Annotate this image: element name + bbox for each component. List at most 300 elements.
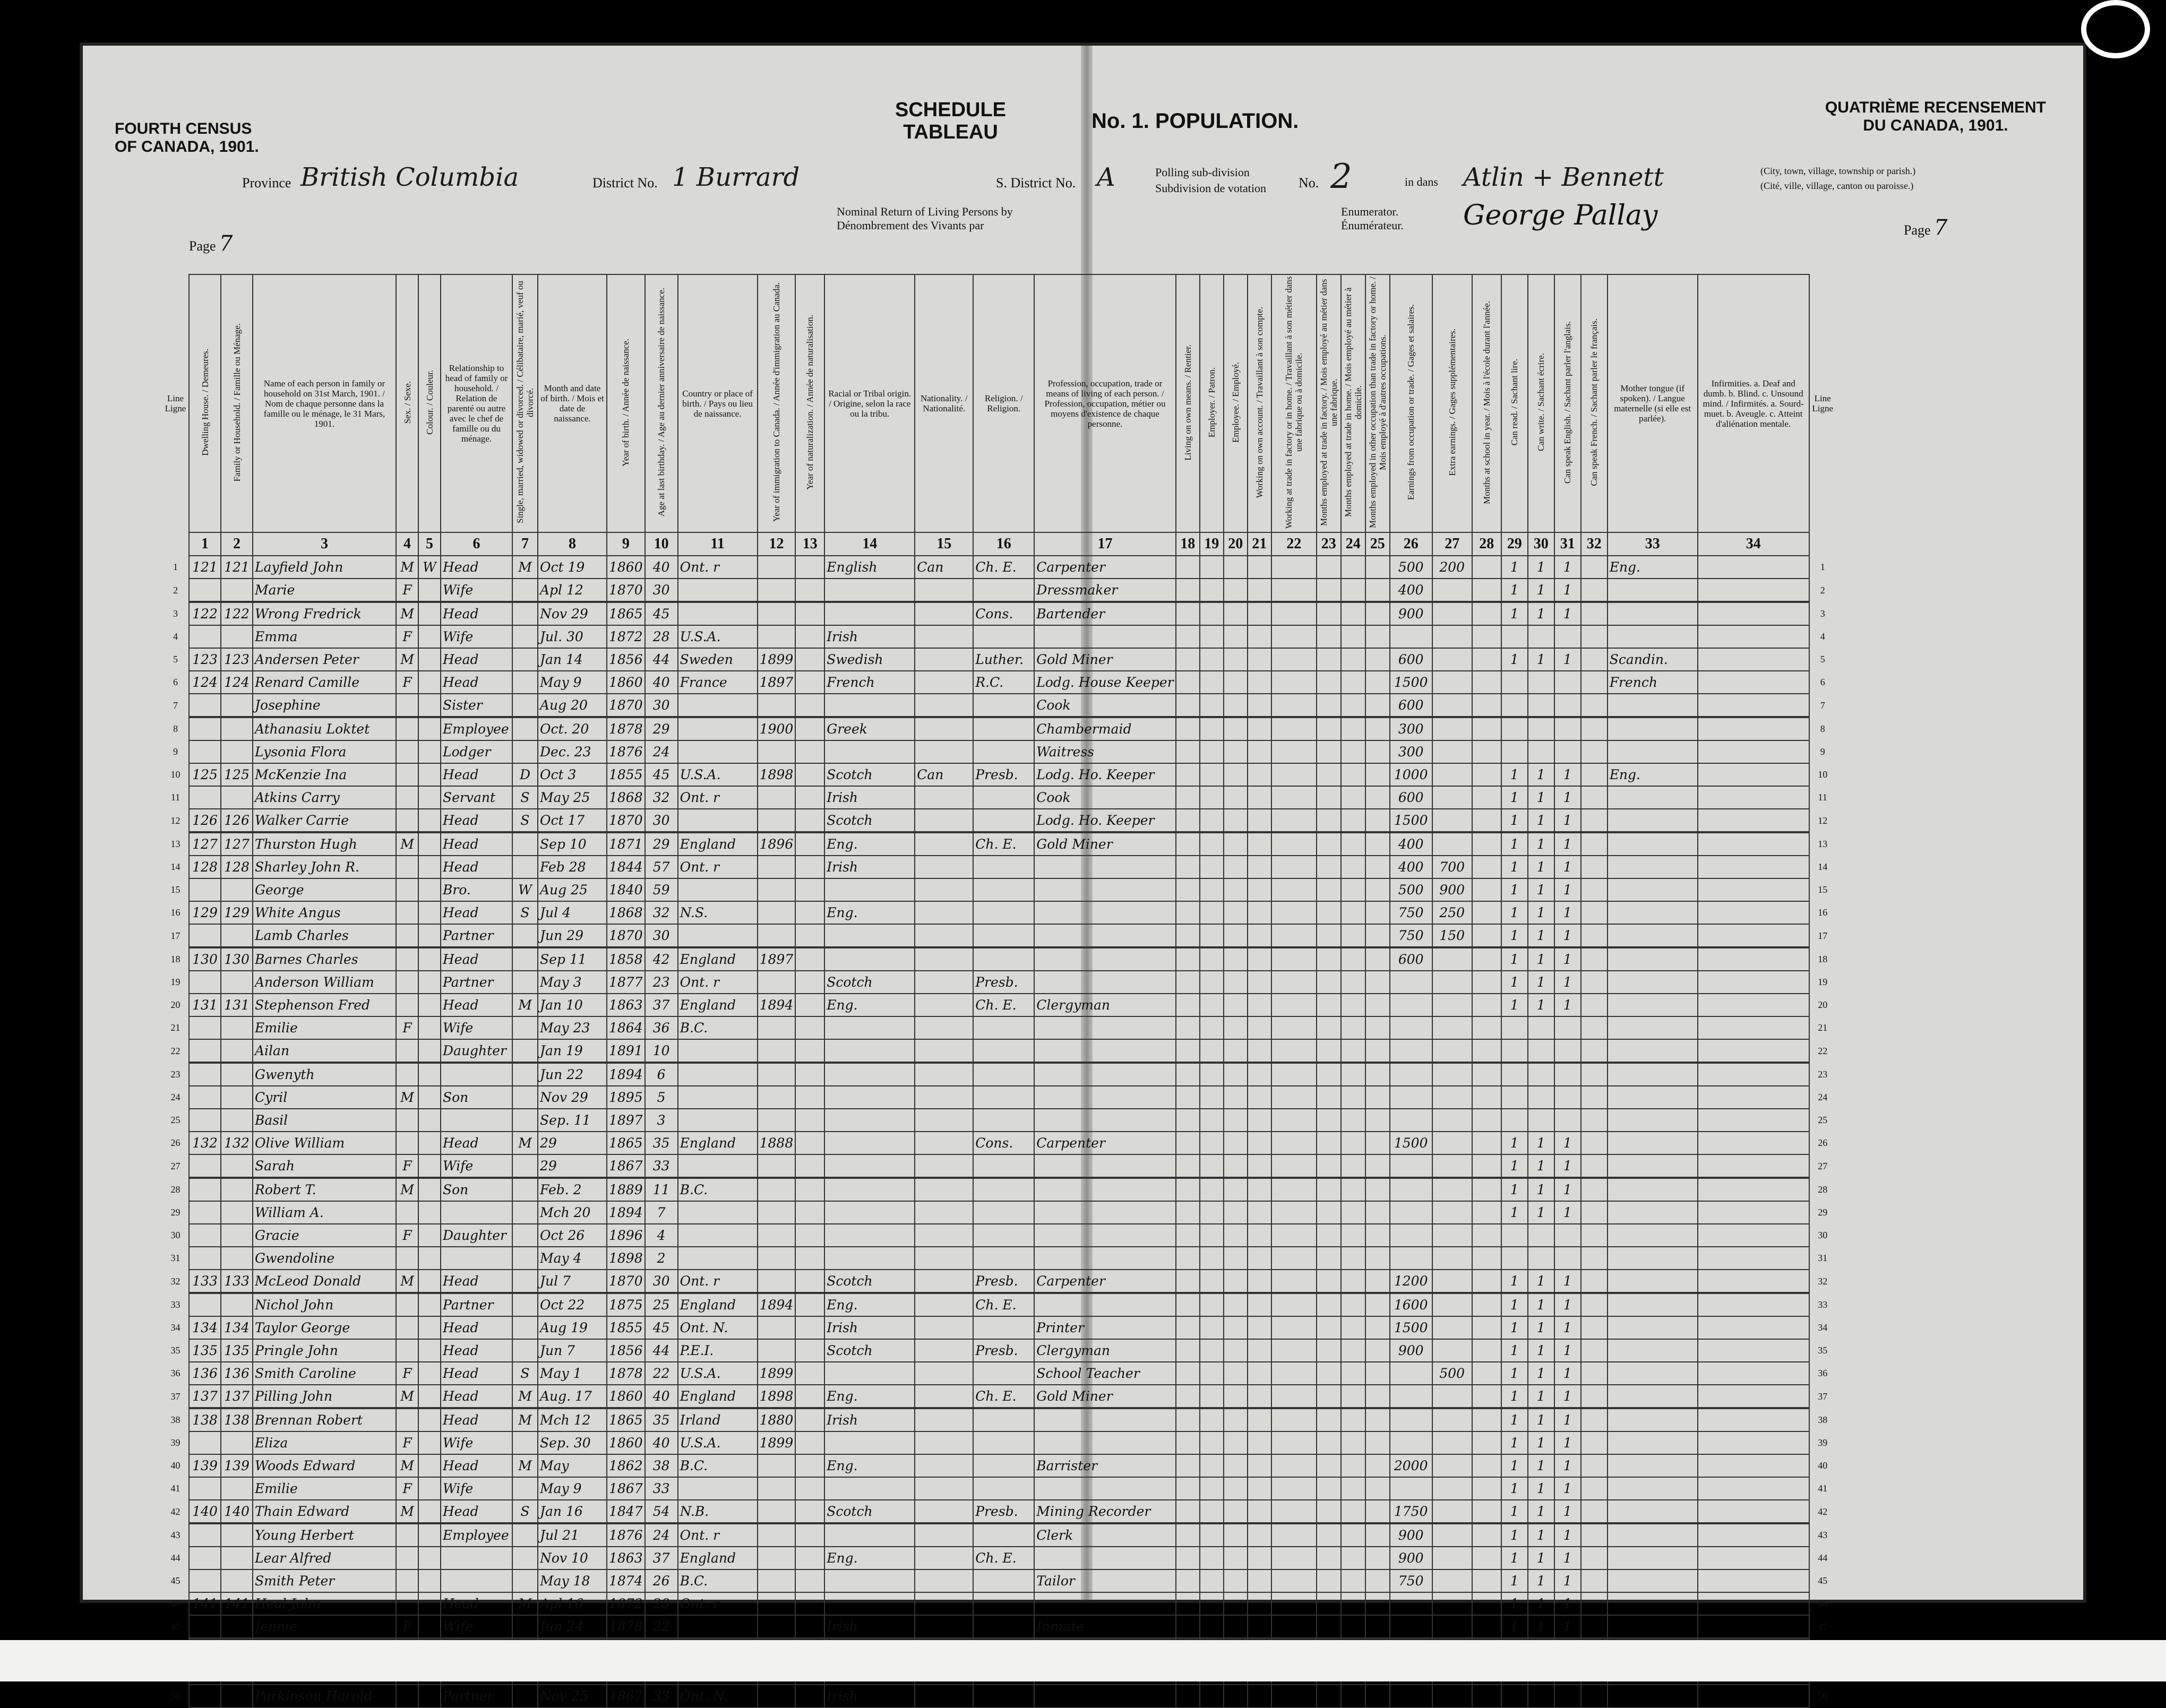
speak-french-cell xyxy=(1581,832,1608,856)
infirmities-cell xyxy=(1698,1500,1809,1523)
family-number: 122 xyxy=(221,602,253,625)
employer-cell xyxy=(1200,1477,1224,1500)
col23-header xyxy=(1317,274,1341,532)
infirmities-cell xyxy=(1698,1224,1809,1247)
sex-cell xyxy=(396,786,418,809)
mother-tongue-cell xyxy=(1608,1362,1698,1385)
occupation-cell: Chambermaid xyxy=(1034,717,1175,740)
speak-english-cell xyxy=(1554,1109,1581,1132)
infirmities-cell xyxy=(1698,1454,1809,1477)
extra-earnings-cell xyxy=(1432,1454,1472,1477)
months-home-cell xyxy=(1341,1408,1365,1431)
birth-date-cell: 29 xyxy=(538,1132,607,1154)
employee-cell xyxy=(1224,556,1248,579)
immigration-year-cell xyxy=(758,1547,796,1569)
religion-cell xyxy=(973,1109,1034,1132)
sex-cell: F xyxy=(396,1154,418,1178)
immigration-year-cell xyxy=(758,740,796,763)
age-cell: 45 xyxy=(645,602,678,625)
dwelling-number xyxy=(189,1178,221,1201)
birth-date-cell: Jul 4 xyxy=(538,901,607,924)
can-read-cell: 1 xyxy=(1501,1132,1528,1154)
mother-tongue-cell xyxy=(1608,1154,1698,1178)
factory-home-cell xyxy=(1271,1063,1317,1086)
birth-year-cell: 1891 xyxy=(607,1039,645,1063)
birth-year-cell: 1894 xyxy=(607,1063,645,1086)
earnings-cell: 2000 xyxy=(1390,1454,1432,1477)
birthplace-cell xyxy=(678,1109,758,1132)
naturalization-year-cell xyxy=(795,556,824,579)
naturalization-year-cell xyxy=(795,832,824,856)
occupation-cell: Clerk xyxy=(1034,1523,1175,1547)
colour-cell xyxy=(418,924,441,947)
column-number: 8 xyxy=(538,532,607,556)
age-cell: 29 xyxy=(645,717,678,740)
immigration-year-cell: 1897 xyxy=(758,671,796,694)
months-factory-cell xyxy=(1317,856,1341,878)
employee-cell xyxy=(1224,878,1248,901)
occupation-cell: Gold Miner xyxy=(1034,1385,1175,1408)
earnings-cell xyxy=(1390,1109,1432,1132)
colour-cell xyxy=(418,1362,441,1385)
colour-cell xyxy=(418,786,441,809)
occupation-cell xyxy=(1034,1154,1175,1178)
months-home-cell xyxy=(1341,1154,1365,1178)
can-read-cell: 1 xyxy=(1501,1523,1528,1547)
col26-header xyxy=(1390,274,1432,532)
line-number: 44 xyxy=(170,1552,180,1563)
col25-header-text: Months employed in other occupation than trade in factory or home. / Mois employé à d'autres occupations. xyxy=(1367,277,1388,528)
months-home-cell xyxy=(1341,694,1365,717)
sex-cell xyxy=(396,856,418,878)
months-factory-cell xyxy=(1317,1132,1341,1154)
marital-status-cell xyxy=(512,1154,538,1178)
months-home-cell xyxy=(1341,1132,1365,1154)
marital-status-cell: M xyxy=(512,556,538,579)
speak-french-cell xyxy=(1581,671,1608,694)
religion-cell xyxy=(973,1039,1034,1063)
own-means-cell xyxy=(1176,1039,1200,1063)
naturalization-year-cell xyxy=(795,1477,824,1500)
infirmities-cell xyxy=(1698,1316,1809,1339)
page-left-value: 7 xyxy=(219,231,233,256)
infirmities-cell xyxy=(1698,579,1809,602)
age-cell: 30 xyxy=(645,809,678,832)
birthplace-cell: England xyxy=(678,1132,758,1154)
can-read-cell: 1 xyxy=(1501,1547,1528,1569)
extra-earnings-cell xyxy=(1432,763,1472,786)
family-number xyxy=(221,1039,253,1063)
extra-earnings-cell xyxy=(1432,971,1472,994)
col30-header xyxy=(1528,274,1554,532)
birthplace-cell: Sweden xyxy=(678,648,758,671)
person-name: Emma xyxy=(253,625,396,648)
can-write-cell: 1 xyxy=(1528,1615,1554,1638)
speak-english-cell: 1 xyxy=(1554,1270,1581,1293)
table-row xyxy=(162,763,1836,786)
factory-home-cell xyxy=(1271,1339,1317,1362)
dwelling-number: 128 xyxy=(189,856,221,878)
dwelling-number: 125 xyxy=(189,763,221,786)
months-home-cell xyxy=(1341,717,1365,740)
occupation-cell xyxy=(1034,856,1175,878)
colnum-blank-left xyxy=(162,532,189,556)
factory-home-cell xyxy=(1271,1431,1317,1454)
birth-date-cell: Sep 10 xyxy=(538,832,607,856)
relationship-cell: Head xyxy=(441,1500,512,1523)
line-number-right: 33 xyxy=(1818,1299,1828,1310)
column-number: 26 xyxy=(1390,532,1432,556)
speak-french-cell xyxy=(1581,1685,1608,1707)
months-home-cell xyxy=(1341,579,1365,602)
months-home-cell xyxy=(1341,1178,1365,1201)
extra-earnings-cell xyxy=(1432,1063,1472,1086)
own-means-cell xyxy=(1176,1224,1200,1247)
nationality-cell xyxy=(915,1477,973,1500)
birth-year-cell: 1889 xyxy=(607,1178,645,1201)
age-cell: 38 xyxy=(645,1454,678,1477)
census-table xyxy=(162,274,1836,1708)
months-factory-cell xyxy=(1317,1431,1341,1454)
earnings-cell: 600 xyxy=(1390,648,1432,671)
naturalization-year-cell xyxy=(795,1201,824,1224)
religion-cell xyxy=(973,694,1034,717)
line-number: 36 xyxy=(170,1368,180,1378)
employee-cell xyxy=(1224,625,1248,648)
can-read-cell: 1 xyxy=(1501,556,1528,579)
line-number-right: 22 xyxy=(1818,1045,1828,1056)
colour-cell xyxy=(418,971,441,994)
birth-year-cell: 1876 xyxy=(607,1523,645,1547)
marital-status-cell xyxy=(512,1016,538,1039)
occupation-cell xyxy=(1034,947,1175,971)
extra-earnings-cell xyxy=(1432,1592,1472,1615)
months-school-cell xyxy=(1472,1224,1501,1247)
months-school-cell xyxy=(1472,602,1501,625)
months-other-cell xyxy=(1365,1685,1390,1707)
earnings-cell: 400 xyxy=(1390,832,1432,856)
mother-tongue-cell xyxy=(1608,901,1698,924)
employer-cell xyxy=(1200,856,1224,878)
person-name: Josephine xyxy=(253,694,396,717)
employer-cell xyxy=(1200,1500,1224,1523)
origin-cell: Eng. xyxy=(824,1454,915,1477)
naturalization-year-cell xyxy=(795,994,824,1016)
own-account-cell xyxy=(1248,1039,1271,1063)
birthplace-cell xyxy=(678,1086,758,1109)
line-number-right: 13 xyxy=(1818,838,1828,849)
earnings-cell xyxy=(1390,1224,1432,1247)
birth-year-cell: 1870 xyxy=(607,579,645,602)
naturalization-year-cell xyxy=(795,579,824,602)
employer-cell xyxy=(1200,717,1224,740)
months-home-cell xyxy=(1341,1523,1365,1547)
can-read-cell xyxy=(1501,1063,1528,1086)
mother-tongue-cell xyxy=(1608,694,1698,717)
earnings-cell xyxy=(1390,625,1432,648)
relationship-cell: Wife xyxy=(441,1431,512,1454)
months-factory-cell xyxy=(1317,1224,1341,1247)
speak-english-cell: 1 xyxy=(1554,786,1581,809)
table-row xyxy=(162,1454,1836,1477)
line-number-right: 26 xyxy=(1818,1137,1828,1148)
colour-cell xyxy=(418,1109,441,1132)
marital-status-cell: D xyxy=(512,763,538,786)
occupation-cell xyxy=(1034,1247,1175,1270)
factory-home-cell xyxy=(1271,786,1317,809)
mother-tongue-cell xyxy=(1608,971,1698,994)
factory-home-cell xyxy=(1271,1592,1317,1615)
own-account-cell xyxy=(1248,717,1271,740)
immigration-year-cell xyxy=(758,1178,796,1201)
can-read-cell: 1 xyxy=(1501,1201,1528,1224)
dwelling-number: 129 xyxy=(189,901,221,924)
relationship-cell: Head xyxy=(441,947,512,971)
family-number xyxy=(221,1547,253,1569)
occupation-cell xyxy=(1034,1477,1175,1500)
own-means-cell xyxy=(1176,1016,1200,1039)
extra-earnings-cell xyxy=(1432,994,1472,1016)
age-cell: 40 xyxy=(645,1431,678,1454)
column-number: 1 xyxy=(189,532,221,556)
employer-cell xyxy=(1200,971,1224,994)
speak-french-cell xyxy=(1581,1039,1608,1063)
occupation-cell xyxy=(1034,1293,1175,1316)
occupation-cell xyxy=(1034,971,1175,994)
colour-cell xyxy=(418,1477,441,1500)
family-number xyxy=(221,1063,253,1086)
employee-cell xyxy=(1224,602,1248,625)
col15-header: Nationality. / Nationalité. xyxy=(915,274,973,532)
can-write-cell xyxy=(1528,1109,1554,1132)
can-write-cell: 1 xyxy=(1528,1316,1554,1339)
family-number: 127 xyxy=(221,832,253,856)
table-row xyxy=(162,671,1836,694)
relationship-cell: Daughter xyxy=(441,1039,512,1063)
speak-french-cell xyxy=(1581,1086,1608,1109)
col18-header xyxy=(1176,274,1200,532)
extra-earnings-cell xyxy=(1432,579,1472,602)
col16-header: Religion. / Religion. xyxy=(973,274,1034,532)
months-other-cell xyxy=(1365,1316,1390,1339)
months-factory-cell xyxy=(1317,1547,1341,1569)
dwelling-number xyxy=(189,1039,221,1063)
naturalization-year-cell xyxy=(795,625,824,648)
age-cell: 35 xyxy=(645,1408,678,1431)
months-school-cell xyxy=(1472,901,1501,924)
months-other-cell xyxy=(1365,1109,1390,1132)
factory-home-cell xyxy=(1271,1385,1317,1408)
dwelling-number: 131 xyxy=(189,994,221,1016)
speak-french-cell xyxy=(1581,809,1608,832)
colour-cell xyxy=(418,809,441,832)
column-number: 23 xyxy=(1317,532,1341,556)
birth-date-cell: Oct 17 xyxy=(538,809,607,832)
months-home-cell xyxy=(1341,994,1365,1016)
origin-cell xyxy=(824,1247,915,1270)
can-read-cell: 1 xyxy=(1501,1592,1528,1615)
age-cell: 44 xyxy=(645,1339,678,1362)
can-write-cell xyxy=(1528,1016,1554,1039)
birth-year-cell: 1898 xyxy=(607,1247,645,1270)
can-read-cell: 1 xyxy=(1501,1569,1528,1592)
col32-header-text: Can speak French. / Sachant parler le français. xyxy=(1589,318,1600,486)
relationship-cell: Head xyxy=(441,556,512,579)
dwelling-number: 136 xyxy=(189,1362,221,1385)
can-write-cell xyxy=(1528,1224,1554,1247)
mother-tongue-cell xyxy=(1608,1615,1698,1638)
speak-english-cell: 1 xyxy=(1554,1547,1581,1569)
months-school-cell xyxy=(1472,1454,1501,1477)
occupation-cell: Dressmaker xyxy=(1034,579,1175,602)
own-account-cell xyxy=(1248,1178,1271,1201)
colour-cell xyxy=(418,947,441,971)
employer-cell xyxy=(1200,1615,1224,1638)
earnings-cell xyxy=(1390,1431,1432,1454)
months-home-cell xyxy=(1341,786,1365,809)
naturalization-year-cell xyxy=(795,717,824,740)
factory-home-cell xyxy=(1271,1201,1317,1224)
marital-status-cell: M xyxy=(512,1408,538,1431)
nationality-cell xyxy=(915,1362,973,1385)
marital-status-cell xyxy=(512,1339,538,1362)
months-factory-cell xyxy=(1317,1270,1341,1293)
table-row xyxy=(162,856,1836,878)
dwelling-number xyxy=(189,1615,221,1638)
birth-date-cell: Aug 20 xyxy=(538,694,607,717)
speak-french-cell xyxy=(1581,1454,1608,1477)
infirmities-cell xyxy=(1698,924,1809,947)
title-left-line2: OF CANADA, 1901. xyxy=(115,138,259,156)
factory-home-cell xyxy=(1271,556,1317,579)
colnum-blank-right xyxy=(1809,532,1836,556)
speak-english-cell: 1 xyxy=(1554,1615,1581,1638)
can-write-cell: 1 xyxy=(1528,971,1554,994)
mother-tongue-cell xyxy=(1608,1316,1698,1339)
sex-cell: F xyxy=(396,579,418,602)
mother-tongue-cell xyxy=(1608,878,1698,901)
colour-cell xyxy=(418,1016,441,1039)
sex-cell xyxy=(396,1339,418,1362)
can-write-cell: 1 xyxy=(1528,1431,1554,1454)
months-factory-cell xyxy=(1317,671,1341,694)
colour-cell xyxy=(418,1086,441,1109)
tableau-label: TABLEAU xyxy=(903,121,998,143)
age-cell: 22 xyxy=(645,1362,678,1385)
occupation-cell: School Teacher xyxy=(1034,1362,1175,1385)
birthplace-cell: France xyxy=(678,671,758,694)
district-label: District No. xyxy=(592,175,658,191)
religion-cell: Cons. xyxy=(973,602,1034,625)
employee-cell xyxy=(1224,809,1248,832)
months-home-cell xyxy=(1341,1063,1365,1086)
colour-cell xyxy=(418,1385,441,1408)
naturalization-year-cell xyxy=(795,1039,824,1063)
employee-cell xyxy=(1224,1270,1248,1293)
immigration-year-cell xyxy=(758,1523,796,1547)
birth-date-cell: May 25 xyxy=(538,786,607,809)
earnings-cell xyxy=(1390,1385,1432,1408)
immigration-year-cell xyxy=(758,1201,796,1224)
immigration-year-cell xyxy=(758,602,796,625)
table-row xyxy=(162,717,1836,740)
mother-tongue-cell: Eng. xyxy=(1608,763,1698,786)
relationship-cell: Head xyxy=(441,648,512,671)
factory-home-cell xyxy=(1271,1615,1317,1638)
marital-status-cell xyxy=(512,1547,538,1569)
naturalization-year-cell xyxy=(795,1500,824,1523)
employee-cell xyxy=(1224,1224,1248,1247)
extra-earnings-cell xyxy=(1432,1500,1472,1523)
speak-english-cell: 1 xyxy=(1554,971,1581,994)
immigration-year-cell xyxy=(758,1316,796,1339)
months-home-cell xyxy=(1341,1685,1365,1707)
colour-cell xyxy=(418,625,441,648)
dwelling-number: 123 xyxy=(189,648,221,671)
birth-date-cell: Sep. 11 xyxy=(538,1109,607,1132)
infirmities-cell xyxy=(1698,1339,1809,1362)
months-other-cell xyxy=(1365,1270,1390,1293)
occupation-cell: Barrister xyxy=(1034,1454,1175,1477)
speak-french-cell xyxy=(1581,924,1608,947)
extra-earnings-cell xyxy=(1432,1201,1472,1224)
birthplace-cell: N.S. xyxy=(678,901,758,924)
colour-cell xyxy=(418,579,441,602)
can-write-cell xyxy=(1528,671,1554,694)
speak-english-cell xyxy=(1554,694,1581,717)
line-number-right: 16 xyxy=(1818,907,1828,918)
employee-cell xyxy=(1224,648,1248,671)
can-write-cell: 1 xyxy=(1528,924,1554,947)
family-number: 140 xyxy=(221,1500,253,1523)
own-means-cell xyxy=(1176,694,1200,717)
months-school-cell xyxy=(1472,1592,1501,1615)
dwelling-number xyxy=(189,1016,221,1039)
sex-cell: F xyxy=(396,1224,418,1247)
birth-date-cell: Nov 29 xyxy=(538,1086,607,1109)
speak-french-cell xyxy=(1581,1615,1608,1638)
line-number-right: 14 xyxy=(1818,861,1828,872)
occupation-cell xyxy=(1034,1592,1175,1615)
months-other-cell xyxy=(1365,856,1390,878)
line-header: Line Ligne xyxy=(165,393,186,413)
naturalization-year-cell xyxy=(795,856,824,878)
age-cell: 40 xyxy=(645,1385,678,1408)
infirmities-cell xyxy=(1698,1547,1809,1569)
column-number: 18 xyxy=(1176,532,1200,556)
sex-cell: F xyxy=(396,1362,418,1385)
sex-cell: F xyxy=(396,625,418,648)
employer-cell xyxy=(1200,1270,1224,1293)
line-number: 50 xyxy=(170,1690,180,1701)
col6-header: Relationship to head of family or household. / Relation de parenté ou autre avec le chef de famille ou du ménage. xyxy=(441,274,512,532)
relationship-cell: Head xyxy=(441,1385,512,1408)
col20-header-text: Employee. / Employé. xyxy=(1230,361,1241,443)
sex-cell xyxy=(396,971,418,994)
table-row xyxy=(162,625,1836,648)
infirmities-cell xyxy=(1698,971,1809,994)
can-write-cell xyxy=(1528,1685,1554,1707)
marital-status-cell xyxy=(512,602,538,625)
mother-tongue-cell xyxy=(1608,1500,1698,1523)
earnings-cell xyxy=(1390,1063,1432,1086)
earnings-cell: 1500 xyxy=(1390,1316,1432,1339)
months-school-cell xyxy=(1472,1270,1501,1293)
dwelling-number xyxy=(189,1224,221,1247)
nationality-cell xyxy=(915,971,973,994)
employer-cell xyxy=(1200,1132,1224,1154)
birth-date-cell: May xyxy=(538,1454,607,1477)
